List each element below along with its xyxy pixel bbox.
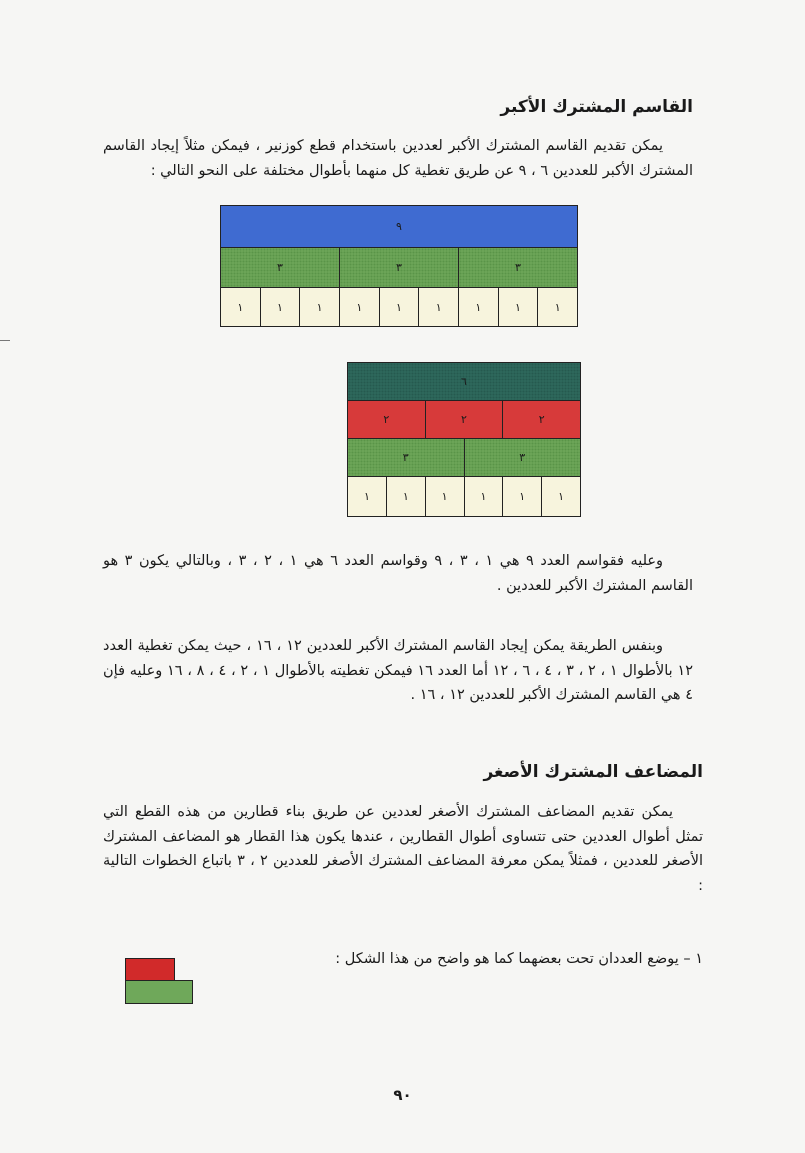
rod-nine: ٩ xyxy=(221,206,577,247)
rod-one: ١ xyxy=(541,477,580,516)
rod-two: ٢ xyxy=(348,401,425,438)
rod-three: ٣ xyxy=(339,248,458,287)
gcd-intro-text: يمكن تقديم القاسم المشترك الأكبر لعددين باستخدام قطع كوزنير ، فيمكن مثلاً إيجاد القاسم المشترك الأكبر للعددين ٦ ، ٩ عن طريق تغطية كل منهما بأطوال مختلفة على النحو التالي : xyxy=(103,138,693,179)
rod-two: ٢ xyxy=(425,401,503,438)
rod-row-threes xyxy=(348,439,580,477)
gcd-example-text: وبنفس الطريقة يمكن إيجاد القاسم المشترك الأكبر للعددين ١٢ ، ١٦ ، حيث يمكن تغطية العدد ١٢ بالأطوال ١ ، ٢ ، ٣ ، ٤ ، ٦ ، ١٢ أما العدد ١٦ فيمكن تغطيته بالأطوال ١ ، ٢ ، ٤ ، ٨ ، ١٦ وعليه فإن ٤ هي القاسم المشترك الأكبر للعددين ١٢ ، ١٦ . xyxy=(103,638,693,703)
rod-one: ١ xyxy=(379,288,419,326)
rod-one: ١ xyxy=(458,288,498,326)
rod-three: ٣ xyxy=(348,439,464,476)
rod-one: ١ xyxy=(418,288,458,326)
rod-one: ١ xyxy=(348,477,386,516)
cuisenaire-figure-six xyxy=(347,362,581,517)
page-number: ٩٠ xyxy=(393,1086,412,1104)
rod-six: ٦ xyxy=(348,363,580,400)
rod-one: ١ xyxy=(425,477,464,516)
rod-three: ٣ xyxy=(458,248,577,287)
rod-one: ١ xyxy=(299,288,339,326)
gcd-example-paragraph xyxy=(103,634,693,708)
rod-one: ١ xyxy=(498,288,538,326)
lcm-intro-paragraph xyxy=(103,800,703,898)
lcm-step-one xyxy=(283,947,703,972)
gcd-divisors-text: وعليه فقواسم العدد ٩ هي ١ ، ٣ ، ٩ وقواسم العدد ٦ هي ١ ، ٢ ، ٣ ، وبالتالي يكون ٣ هو القاسم المشترك الأكبر للعددين . xyxy=(103,553,693,594)
rod-three: ٣ xyxy=(221,248,339,287)
rod-row-twos xyxy=(348,401,580,439)
cuisenaire-figure-nine xyxy=(220,205,578,327)
gcd-divisors-paragraph xyxy=(103,549,693,598)
rod-three: ٣ xyxy=(464,439,581,476)
rod-row-ones xyxy=(348,477,580,516)
rod-row-nine xyxy=(221,206,577,248)
rod-three-small xyxy=(125,980,193,1004)
rod-one: ١ xyxy=(502,477,541,516)
section-heading-gcd: القاسم المشترك الأكبر xyxy=(500,97,693,117)
scan-mark xyxy=(0,340,10,341)
lcm-intro-text: يمكن تقديم المضاعف المشترك الأصغر لعددين عن طريق بناء قطارين من هذه القطع التي تمثل أطوال العددين حتى تتساوى أطوال القطارين ، عندها يكون هذا القطار هو المضاعف المشترك الأصغر للعددين ، فمثلاً يمكن معرفة المضاعف المشترك الأصغر للعددين ٢ ، ٣ باتباع الخطوات التالية : xyxy=(103,804,703,894)
rod-row-six xyxy=(348,363,580,401)
section-heading-lcm: المضاعف المشترك الأصغر xyxy=(483,762,703,782)
rod-one: ١ xyxy=(537,288,577,326)
rod-two-small xyxy=(125,958,175,982)
rod-one: ١ xyxy=(221,288,260,326)
rod-row-threes xyxy=(221,248,577,288)
lcm-step-one-text: ١ – يوضع العددان تحت بعضهما كما هو واضح من هذا الشكل : xyxy=(335,951,703,967)
rod-one: ١ xyxy=(386,477,425,516)
gcd-intro-paragraph xyxy=(103,134,693,183)
rod-two: ٢ xyxy=(502,401,580,438)
rod-one: ١ xyxy=(260,288,300,326)
rod-one: ١ xyxy=(339,288,379,326)
rod-one: ١ xyxy=(464,477,503,516)
rod-row-ones xyxy=(221,288,577,326)
